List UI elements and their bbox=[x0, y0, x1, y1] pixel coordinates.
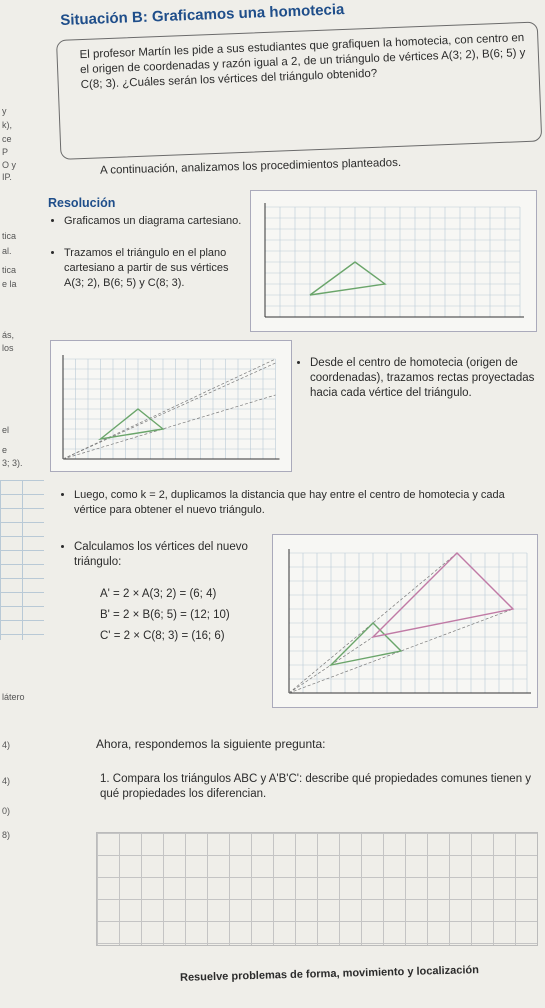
gutter-text: O y bbox=[2, 160, 17, 170]
gutter-text: tica bbox=[2, 265, 17, 275]
graph-triangle bbox=[250, 190, 537, 332]
problem-box bbox=[56, 21, 542, 159]
graph-triangle-svg bbox=[251, 191, 536, 331]
answer-area[interactable] bbox=[96, 832, 538, 946]
gutter-text: e bbox=[2, 445, 8, 455]
step5 bbox=[60, 540, 260, 570]
question-intro: Ahora, respondemos la siguiente pregunta: bbox=[96, 737, 326, 751]
gutter-text: ás, bbox=[2, 330, 15, 340]
page-title: Situación B: Graficamos una homotecia bbox=[60, 1, 345, 29]
gutter-text: al. bbox=[2, 246, 12, 256]
step1 bbox=[50, 214, 250, 229]
step4 bbox=[60, 488, 536, 518]
gutter-text: IP. bbox=[2, 172, 12, 182]
step3-text: • Desde el centro de homotecia (origen de coordenadas), trazamos rectas proyectadas hacia cada vértice del triángulo. bbox=[310, 356, 536, 401]
triangle-abc bbox=[331, 623, 401, 665]
projection-ray bbox=[63, 395, 276, 459]
gutter-text: el bbox=[2, 425, 10, 435]
intro-text: A continuación, analizamos los procedimientos planteados. bbox=[99, 156, 402, 177]
gutter-text: los bbox=[2, 343, 14, 353]
page-footer: Resuelve problemas de forma, movimiento y localización bbox=[179, 964, 480, 984]
triangle-abc bbox=[310, 262, 385, 295]
gutter-text: 3; 3). bbox=[2, 458, 23, 468]
step2-text: • Trazamos el triángulo en el plano cartesiano a partir de sus vértices A(3; 2), B(6; 5) y C(8; 3). bbox=[64, 246, 250, 291]
graph-homothety bbox=[272, 534, 538, 708]
calc-list bbox=[100, 584, 230, 647]
graph-rays-svg bbox=[51, 341, 291, 471]
gutter-text: 4) bbox=[2, 740, 11, 750]
problem-text: El profesor Martín les pide a sus estudiantes que grafiquen la homotecia, con centro en el origen de coordenadas y razón igual a 2, de un triángulo de vértices A(3; 2), B(6; 5) y C(8; 3). ¿Cuáles serán los vértices del triángulo obtenido? bbox=[79, 32, 526, 92]
calc-c: C' = 2 × C(8; 3) = (16; 6) bbox=[100, 630, 225, 642]
step2 bbox=[50, 246, 250, 291]
gutter-text: látero bbox=[2, 692, 25, 702]
step1-text: • Graficamos un diagrama cartesiano. bbox=[64, 214, 250, 229]
gutter-text: 4) bbox=[2, 776, 11, 786]
gutter-text: y bbox=[2, 106, 7, 116]
resolution-heading: Resolución bbox=[48, 196, 116, 210]
calc-b: B' = 2 × B(6; 5) = (12; 10) bbox=[100, 609, 230, 621]
step4-text: • Luego, como k = 2, duplicamos la distancia que hay entre el centro de homotecia y cada vértice para obtener el nuevo triángulo. bbox=[74, 488, 536, 518]
gutter-text: e la bbox=[2, 279, 17, 289]
step3 bbox=[296, 356, 536, 401]
gutter-text: ce bbox=[2, 134, 12, 144]
triangle-abc bbox=[101, 409, 164, 439]
gutter-text: 8) bbox=[2, 830, 11, 840]
gutter-text: k), bbox=[2, 120, 12, 130]
calc-a: A' = 2 × A(3; 2) = (6; 4) bbox=[100, 588, 217, 600]
gutter-grid bbox=[0, 480, 44, 640]
graph-rays bbox=[50, 340, 292, 472]
projection-ray bbox=[63, 363, 276, 459]
question-1: 1. Compara los triángulos ABC y A'B'C': describe qué propiedades comunes tienen y qué propiedades los diferencian. bbox=[100, 773, 532, 800]
gutter-text: 0) bbox=[2, 806, 11, 816]
gutter-text: P bbox=[2, 147, 9, 157]
gutter-text: tica bbox=[2, 231, 17, 241]
left-gutter bbox=[0, 0, 44, 1008]
graph-homothety-svg bbox=[273, 535, 537, 707]
step5-text: • Calculamos los vértices del nuevo triángulo: bbox=[74, 540, 260, 570]
